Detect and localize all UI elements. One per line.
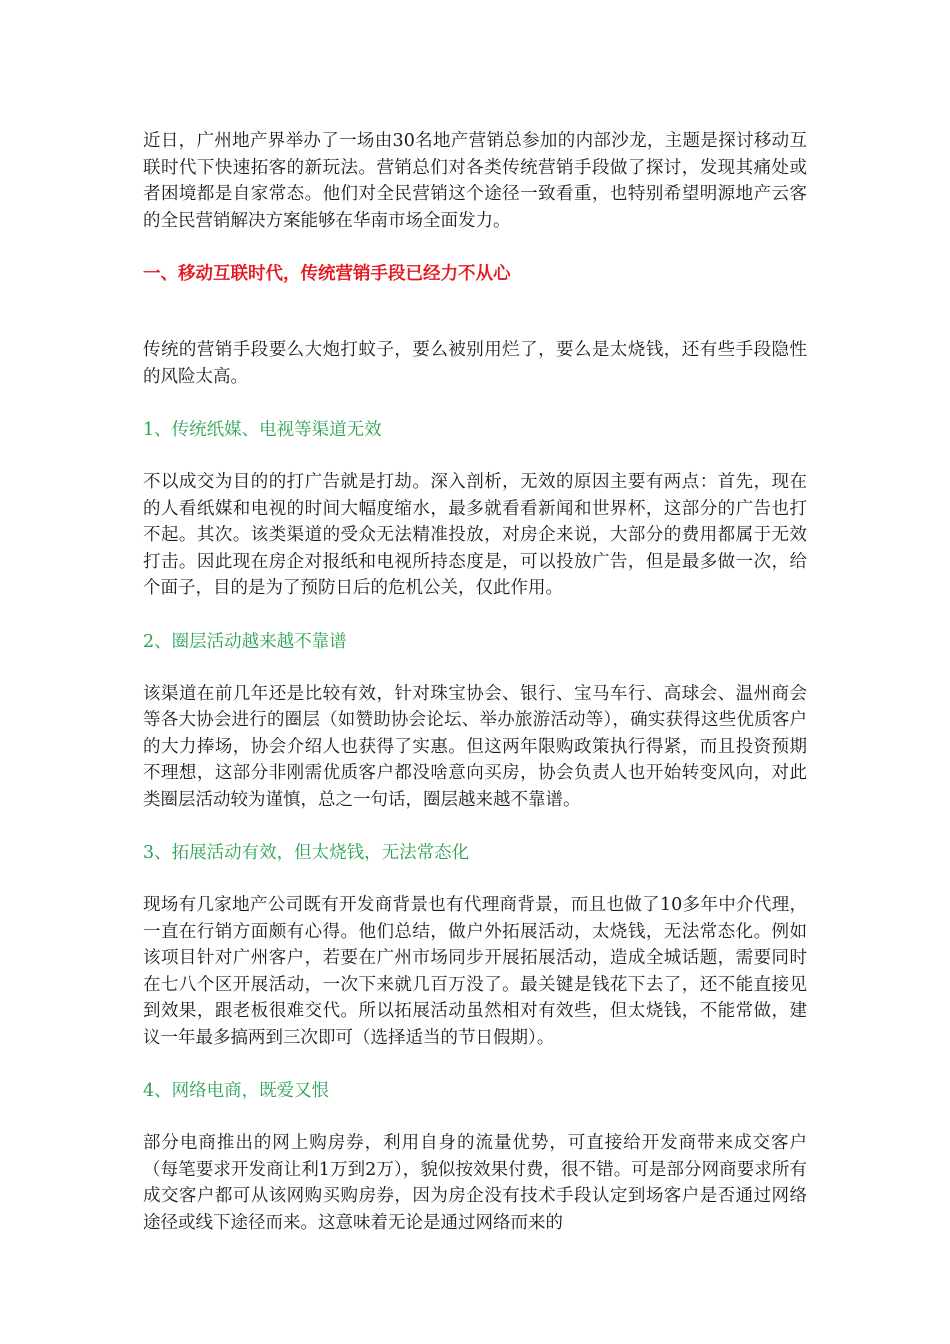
paragraph-4: 部分电商推出的网上购房券，利用自身的流量优势，可直接给开发商带来成交客户（每笔要求开发商让利1万到2万），貌似按效果付费，很不错。可是部分网商要求所有成交客户都可从该网购买购房券，因为房企没有技术手段认定到场客户是否通过网络途径或线下途径而来。这意味着无论是通过网络而来的 <box>143 1133 807 1233</box>
paragraph-2: 该渠道在前几年还是比较有效，针对珠宝协会、银行、宝马车行、高球会、温州商会等各大协会进行的圈层（如赞助协会论坛、举办旅游活动等），确实获得这些优质客户的大力捧场，协会介绍人也获得了实惠。但这两年限购政策执行得紧，而且投资预期不理想，这部分非刚需优质客户都没啥意向买房，协会负责人也开始转变风向，对此类圈层活动较为谨慎，总之一句话，圈层越来越不靠谱。 <box>143 683 807 810</box>
paragraph-1: 不以成交为目的的打广告就是打劫。深入剖析，无效的原因主要有两点：首先，现在的人看纸媒和电视的时间大幅度缩水，最多就看看新闻和世界杯，这部分的广告也打不起。其次。该类渠道的受众无法精准投放，对房企来说，大部分的费用都属于无效打击。因此现在房企对报纸和电视所持态度是，可以投放广告，但是最多做一次，给个面子，目的是为了预防日后的危机公关，仅此作用。 <box>143 472 807 598</box>
section-1-intro: 传统的营销手段要么大炮打蚊子，要么被别用烂了，要么是太烧钱，还有些手段隐性的风险太高。 <box>143 340 807 387</box>
subheading-1: 1、传统纸媒、电视等渠道无效 <box>143 420 382 440</box>
section-1-heading: 一、移动互联时代，传统营销手段已经力不从心 <box>143 264 511 284</box>
subheading-2: 2、圈层活动越来越不靠谱 <box>143 631 347 652</box>
document-page <box>143 118 807 1236</box>
paragraph-3: 现场有几家地产公司既有开发商背景也有代理商背景，而且也做了10多年中介代理，一直在行销方面颇有心得。他们总结，做户外拓展活动，太烧钱，无法常态化。例如该项目针对广州客户，若要在广州市场同步开展拓展活动，造成全城话题，需要同时在七八个区开展活动，一次下来就几百万没了。最关键是钱花下去了，还不能直接见到效果，跟老板很难交代。所以拓展活动虽然相对有效些，但太烧钱，不能常做，建议一年最多搞两到三次即可（选择适当的节日假期）。 <box>143 895 807 1048</box>
intro-paragraph: 近日，广州地产界举办了一场由30名地产营销总参加的内部沙龙，主题是探讨移动互联时代下快速拓客的新玩法。营销总们对各类传统营销手段做了探讨，发现其痛处或者困境都是自家常态。他们对全民营销这个途径一致看重，也特别希望明源地产云客的全民营销解决方案能够在华南市场全面发力。 <box>143 131 807 231</box>
subheading-4: 4、网络电商，既爱又恨 <box>143 1081 330 1101</box>
subheading-3: 3、拓展活动有效，但太烧钱，无法常态化 <box>143 843 470 863</box>
